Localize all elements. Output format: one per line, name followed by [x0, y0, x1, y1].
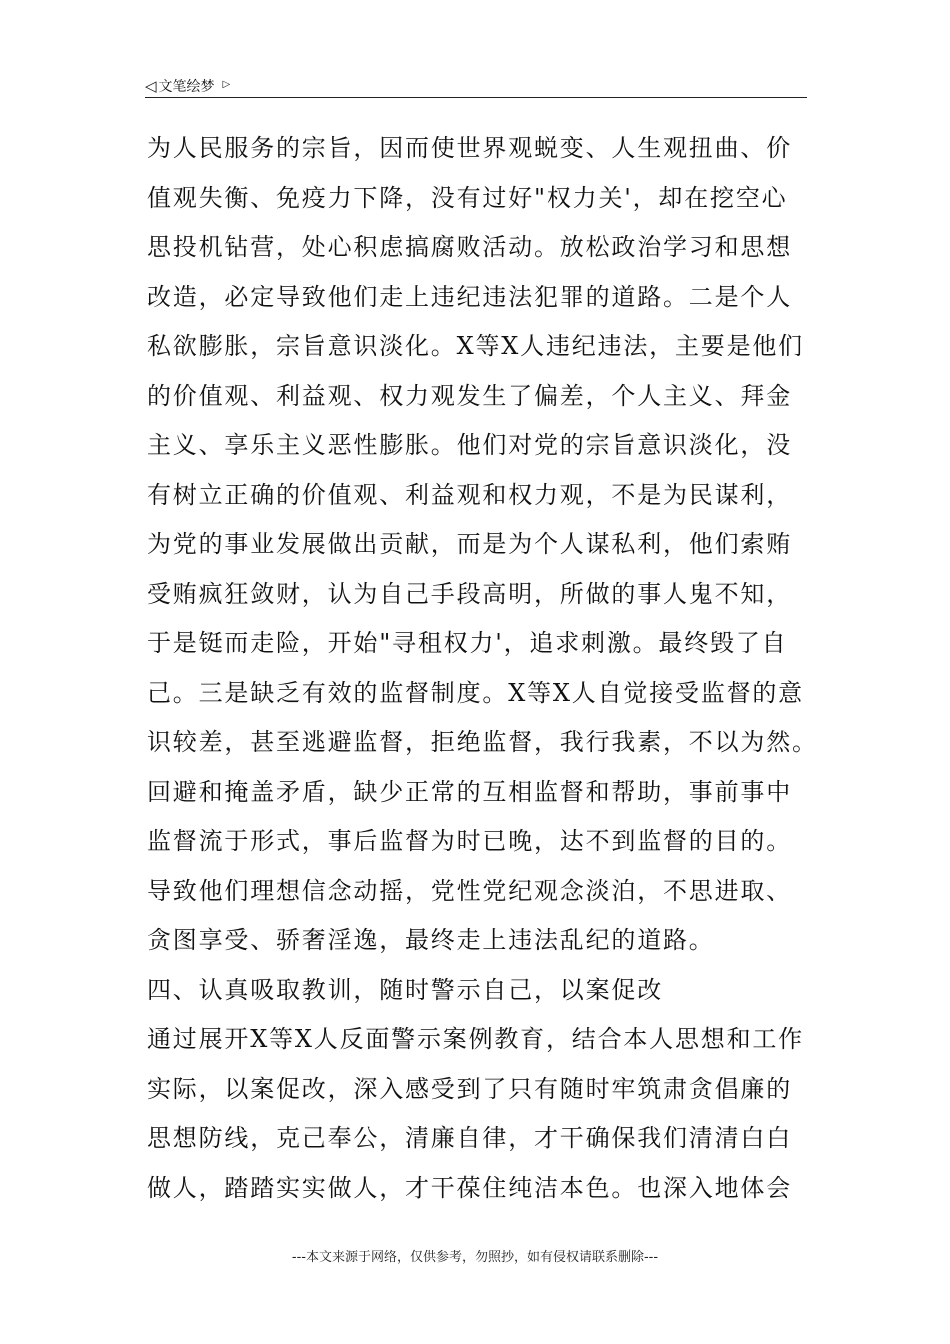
text-line: 主义、享乐主义恶性膨胀。他们对党的宗旨意识淡化，没: [147, 431, 792, 459]
header-title: 文笔绘梦: [158, 79, 215, 95]
text-line: 改造，必定导致他们走上违纪违法犯罪的道路。二是个人: [147, 282, 792, 311]
text-line: 回避和掩盖矛盾，缺少正常的互相监督和帮助，事前事中: [147, 777, 792, 806]
text-line: 的价值观、利益观、权力观发生了偏差，个人主义、拜金: [147, 381, 792, 410]
text-line: 受贿疯狂敛财，认为自己手段高明，所做的事人鬼不知，: [147, 579, 792, 608]
text-line: 思投机钻营，处心积虑搞腐败活动。放松政治学习和思想: [147, 233, 792, 261]
text-line: 于是铤而走险，开始"寻租权力'，追求刺激。最终毁了自: [147, 629, 788, 657]
text-line: 为党的事业发展做出贡献，而是为个人谋私利，他们索贿: [147, 530, 792, 558]
text-line: 识较差，甚至逃避监督，拒绝监督，我行我素，不以为然。: [147, 728, 818, 756]
section-heading: 四、认真吸取教训，随时警示自己，以案促改: [147, 975, 663, 1004]
text-line: 做人，踏踏实实做人，才干葆住纯洁本色。也深入地体会: [147, 1173, 792, 1202]
text-line: 思想防线，克己奉公，清廉自律，才干确保我们清清白白: [147, 1124, 792, 1152]
text-line: 私欲膨胀，宗旨意识淡化。X等X人违纪违法，主要是他们: [147, 332, 804, 360]
text-line: 值观失衡、免疫力下降，没有过好"权力关'，却在挖空心: [147, 183, 788, 212]
page-header: [145, 74, 807, 98]
footer-disclaimer: ---本文来源于网络，仅供参考，勿照抄，如有侵权请联系删除---: [291, 1250, 659, 1265]
text-line: 监督流于形式，事后监督为时已晚，达不到监督的目的。: [147, 827, 792, 855]
text-line: 己。三是缺乏有效的监督制度。X等X人自觉接受监督的意: [147, 678, 804, 707]
document-body: [147, 128, 818, 1217]
text-line: 通过展开X等X人反面警示案例教育，结合本人思想和工作: [147, 1025, 804, 1053]
text-line: 有树立正确的价值观、利益观和权力观，不是为民谋利，: [147, 480, 792, 509]
text-line: 导致他们理想信念动摇，党性党纪观念淡泊，不思进取、: [147, 876, 792, 905]
triangle-right-icon: ▷: [222, 78, 231, 90]
text-line: 为人民服务的宗旨，因而使世界观蜕变、人生观扭曲、价: [147, 134, 792, 162]
text-line: 贪图享受、骄奢淫逸，最终走上违法乱纪的道路。: [147, 926, 715, 954]
text-line: 实际，以案促改，深入感受到了只有随时牢筑肃贪倡廉的: [147, 1074, 792, 1103]
triangle-left-icon: ◁: [145, 77, 157, 95]
header-divider: [145, 97, 807, 98]
